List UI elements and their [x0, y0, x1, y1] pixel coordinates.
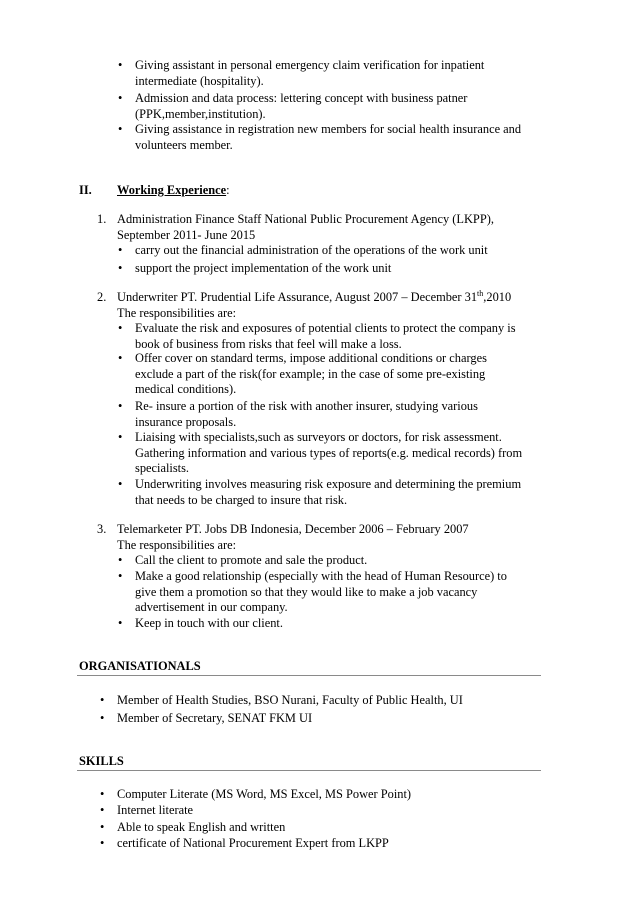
job-title: Telemarketer PT. Jobs DB Indonesia, December 2006 – February 2007 — [117, 522, 469, 536]
bullet-icon: • — [118, 122, 123, 136]
list-item-text: Member of Secretary, SENAT FKM UI — [117, 711, 313, 725]
list-item-text: Internet literate — [117, 803, 194, 817]
list-item-text: medical conditions). — [135, 382, 237, 397]
list-item-text: give them a promotion so that they would like to make a job vacancy — [135, 584, 478, 599]
list-item-text: Underwriting involves measuring risk exposure and determining the premium — [135, 477, 522, 491]
list-item-text: volunteers member. — [135, 137, 233, 152]
list-item-text: Make a good relationship (especially with the head of Human Resource) to — [135, 569, 507, 583]
bullet-icon: • — [118, 430, 123, 444]
bullet-icon: • — [100, 693, 105, 707]
job-title: Underwriter PT. Prudential Life Assurance, August 2007 – December 31th,2010 — [117, 289, 512, 304]
bullet-icon: • — [100, 803, 105, 817]
bullet-icon: • — [100, 787, 105, 801]
bullet-icon: • — [100, 711, 105, 725]
list-item-text: advertisement in our company. — [135, 600, 288, 615]
job-number: 1. — [97, 212, 107, 226]
section-heading — [79, 183, 230, 199]
job-title: Administration Finance Staff National Public Procurement Agency (LKPP), — [117, 212, 494, 226]
job-number: 2. — [97, 290, 107, 304]
list-item-text: Call the client to promote and sale the product. — [135, 553, 368, 567]
list-item-text: specialists. — [135, 461, 190, 476]
list-item-text: Gathering information and various types of reports(e.g. medical records) from — [135, 445, 523, 460]
list-item-text: Offer cover on standard terms, impose additional conditions or charges — [135, 351, 487, 365]
bullet-icon: • — [118, 616, 123, 630]
bullet-icon: • — [118, 569, 123, 583]
list-item-text: certificate of National Procurement Expert from LKPP — [117, 836, 389, 850]
list-item-text: book of business from risks that feel will make a loss. — [135, 336, 402, 351]
section-divider — [77, 770, 541, 771]
list-item-text: that needs to be charged to insure that risk. — [135, 492, 348, 507]
skills-heading: SKILLS — [79, 754, 124, 768]
section-numeral: II. — [79, 183, 92, 197]
bullet-icon: • — [118, 321, 123, 335]
list-item-text: (PPK,member,institution). — [135, 106, 266, 121]
bullet-icon: • — [118, 58, 123, 72]
responsibilities-label: The responsibilities are: — [117, 305, 237, 320]
responsibilities-label: The responsibilities are: — [117, 537, 237, 552]
list-item-text: Giving assistant in personal emergency claim verification for inpatient — [135, 58, 485, 72]
bullet-icon: • — [118, 351, 123, 365]
list-item-text: carry out the financial administration of the operations of the work unit — [135, 243, 488, 257]
list-item-text: intermediate (hospitality). — [135, 73, 264, 88]
section-title: Working Experience: — [117, 183, 230, 197]
list-item-text: Giving assistance in registration new members for social health insurance and — [135, 122, 522, 136]
list-item-text: Keep in touch with our client. — [135, 616, 283, 630]
list-item-text: Admission and data process: lettering concept with business patner — [135, 91, 468, 105]
list-item-text: exclude a part of the risk(for example; in the case of some pre-existing — [135, 366, 486, 381]
bullet-icon: • — [118, 553, 123, 567]
job-dates: September 2011- June 2015 — [117, 227, 256, 242]
bullet-icon: • — [118, 477, 123, 491]
bullet-icon: • — [118, 243, 123, 257]
job-number: 3. — [97, 522, 107, 536]
bullet-icon: • — [100, 820, 105, 834]
bullet-icon: • — [118, 399, 123, 413]
list-item-text: Member of Health Studies, BSO Nurani, Faculty of Public Health, UI — [117, 693, 463, 707]
list-item-text: Liaising with specialists,such as surveyors or doctors, for risk assessment. — [135, 430, 502, 444]
section-divider — [77, 675, 541, 676]
bullet-icon: • — [118, 261, 123, 275]
list-item-text: Computer Literate (MS Word, MS Excel, MS Power Point) — [117, 787, 412, 801]
list-item-text: Re- insure a portion of the risk with another insurer, studying various — [135, 399, 478, 413]
bullet-icon: • — [100, 836, 105, 850]
list-item-text: support the project implementation of the work unit — [135, 261, 392, 275]
list-item-text: Evaluate the risk and exposures of potential clients to protect the company is — [135, 321, 516, 335]
list-item-text: insurance proposals. — [135, 414, 237, 429]
organisationals-heading: ORGANISATIONALS — [79, 659, 201, 673]
bullet-icon: • — [118, 91, 123, 105]
list-item-text: Able to speak English and written — [117, 820, 286, 834]
